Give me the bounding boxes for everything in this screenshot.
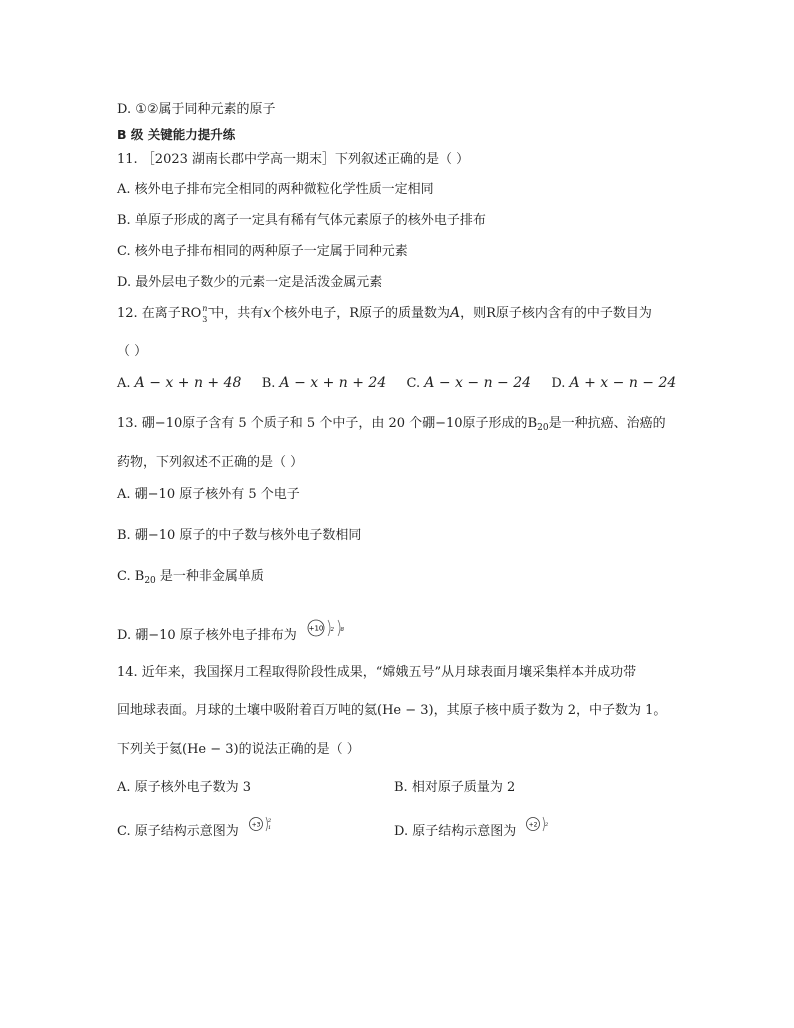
section-b-heading: B 级 关键能力提升练 xyxy=(117,127,236,142)
diagram-d-nucleus-label: +2 xyxy=(528,821,538,828)
helium-atom-diagram-c xyxy=(249,814,281,836)
q12-x: x xyxy=(263,305,272,321)
q13-stem-part1: 13. 硼−10原子含有 5 个质子和 5 个中子，由 20 个硼−10原子形成的 xyxy=(117,416,528,431)
q11-option-c: C. 核外电子排布相同的两种原子一定属于同种元素 xyxy=(117,244,408,259)
q12-option-d-label: D. xyxy=(551,376,566,391)
q11-option-b: B. 单原子形成的离子一定具有稀有气体元素原子的核外电子排布 xyxy=(117,213,486,228)
q12-option-a-label: A. xyxy=(117,376,131,391)
q12-option-c-label: C. xyxy=(406,376,421,391)
q12-options xyxy=(117,375,676,392)
q10-option-d: D. ①②属于同种元素的原子 xyxy=(117,102,276,117)
q13-stem-line2: 药物，下列叙述不正确的是（ ） xyxy=(117,455,304,470)
q13-option-a: A. 硼−10 原子核外有 5 个电子 xyxy=(117,487,300,502)
q13-option-d xyxy=(117,624,353,644)
q13-option-b: B. 硼−10 原子的中子数与核外电子数相同 xyxy=(117,528,362,543)
q12-stem-part4: ，则R原子核内含有的中子数目为 xyxy=(460,306,652,321)
boron-nucleus-label: +10 xyxy=(308,624,324,632)
q14-line3: 下列关于氦(He − 3)的说法正确的是（ ） xyxy=(117,742,360,757)
q12-option-c-expr: A − x − n − 24 xyxy=(424,375,532,391)
q11-option-a: A. 核外电子排布完全相同的两种微粒化学性质一定相同 xyxy=(117,182,434,197)
q12-stem-part3: 个核外电子，R原子的质量数为 xyxy=(271,306,450,321)
q13-stem xyxy=(117,416,666,436)
boron-atom-diagram xyxy=(307,616,353,642)
q14-option-b: B. 相对原子质量为 2 xyxy=(394,780,516,795)
q14-option-a: A. 原子核外电子数为 3 xyxy=(117,780,252,795)
q13-stem-part2: 是一种抗癌、治癌的 xyxy=(548,416,666,431)
q12-ion: RO n− 3 xyxy=(180,304,215,324)
q12-option-b-expr: A − x + n + 24 xyxy=(279,375,387,391)
boron-shell2-count: 8 xyxy=(340,626,344,633)
q11-option-d: D. 最外层电子数少的元素一定是活泼金属元素 xyxy=(117,275,383,290)
helium-atom-diagram-d xyxy=(526,814,558,836)
boron-shell1-count: 2 xyxy=(330,626,334,633)
q14-line2: 回地球表面。月球的土壤中吸附着百万吨的氦(He − 3)，其原子核中质子数为 2，中子数为 1。 xyxy=(117,703,667,718)
q12-option-b-label: B. xyxy=(261,376,276,391)
q11-stem: 11. ［2023 湖南长郡中学高一期末］下列叙述正确的是（ ） xyxy=(117,152,470,167)
diagram-d-shell1-count: 2 xyxy=(545,821,549,828)
q13-option-d-text: D. 硼−10 原子核外电子排布为 xyxy=(117,628,297,643)
q12-stem-part1: 12. 在离子 xyxy=(117,306,181,321)
diagram-c-shell1-count: 2 xyxy=(267,817,272,824)
diagram-c-nucleus-label: +3 xyxy=(251,821,261,828)
q13-b20: $B_{20}$ xyxy=(527,416,549,433)
q12-stem xyxy=(117,305,652,322)
q12-option-d-expr: A + x − n − 24 xyxy=(569,375,677,391)
q12-A: A xyxy=(449,305,461,321)
q12-paren: （ ） xyxy=(117,344,148,359)
q14-option-c xyxy=(117,817,281,840)
q12-option-a-expr: A − x + n + 48 xyxy=(134,375,242,391)
q14-option-d xyxy=(394,821,558,840)
q14-option-d-text: D. 原子结构示意图为 xyxy=(394,824,517,839)
q13-option-c: C. $B_{20}$ 是一种非金属单质 xyxy=(117,569,264,586)
diagram-c-shell2-count: 1 xyxy=(267,824,272,831)
q14-option-c-text: C. 原子结构示意图为 xyxy=(117,824,239,839)
q12-stem-part2: 中，共有 xyxy=(211,306,264,321)
q14-line1: 14. 近年来，我国探月工程取得阶段性成果，“嫦娥五号”从月球表面月壤采集样本并成功带 xyxy=(117,665,637,680)
